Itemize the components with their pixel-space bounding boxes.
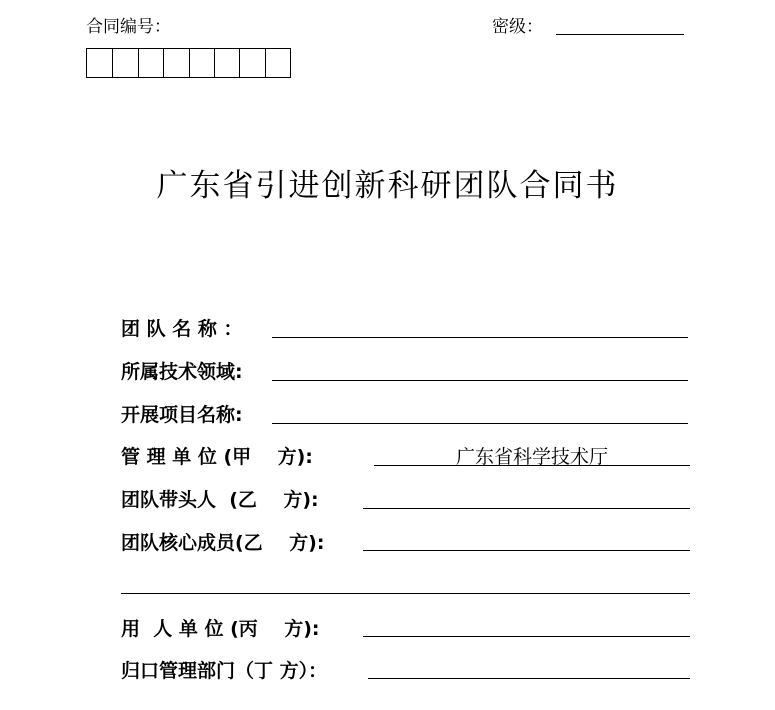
core-members-line[interactable]: [363, 550, 690, 551]
management-unit-label: 管 理 单 位 (甲 方):: [121, 446, 313, 468]
management-unit-value: 广东省科学技术厅: [455, 446, 608, 468]
contract-number-box[interactable]: [163, 49, 188, 77]
management-unit-line[interactable]: [374, 465, 690, 466]
department-label: 归口管理部门（丁 方）：: [121, 660, 328, 682]
team-name-label: 团 队 名 称 ：: [121, 318, 243, 340]
team-name-line[interactable]: [272, 337, 688, 338]
contract-number-box[interactable]: [239, 49, 264, 77]
secret-level-label: 密级：: [492, 17, 543, 37]
employer-line[interactable]: [363, 636, 690, 637]
team-leader-label: 团队带头人 (乙 方):: [121, 489, 319, 511]
contract-number-box[interactable]: [112, 49, 137, 77]
contract-number-box[interactable]: [189, 49, 214, 77]
contract-number-box[interactable]: [87, 49, 112, 77]
secret-level-line[interactable]: [556, 34, 684, 35]
contract-number-label: 合同编号：: [86, 17, 171, 37]
department-line[interactable]: [368, 678, 690, 679]
contract-number-box[interactable]: [138, 49, 163, 77]
contract-number-boxes[interactable]: [86, 48, 291, 78]
project-name-line[interactable]: [272, 423, 688, 424]
project-name-label: 开展项目名称:: [121, 404, 243, 426]
contract-number-box[interactable]: [214, 49, 239, 77]
contract-number-box[interactable]: [265, 49, 290, 77]
tech-field-line[interactable]: [272, 380, 688, 381]
document-title: 广东省引进创新科研团队合同书: [156, 168, 619, 204]
core-members-label: 团队核心成员(乙 方):: [121, 532, 325, 554]
tech-field-label: 所属技术领域:: [121, 361, 243, 383]
team-leader-line[interactable]: [363, 508, 690, 509]
core-members-extra-line[interactable]: [121, 593, 690, 594]
employer-label: 用 人 单 位 (丙 方):: [121, 618, 320, 640]
